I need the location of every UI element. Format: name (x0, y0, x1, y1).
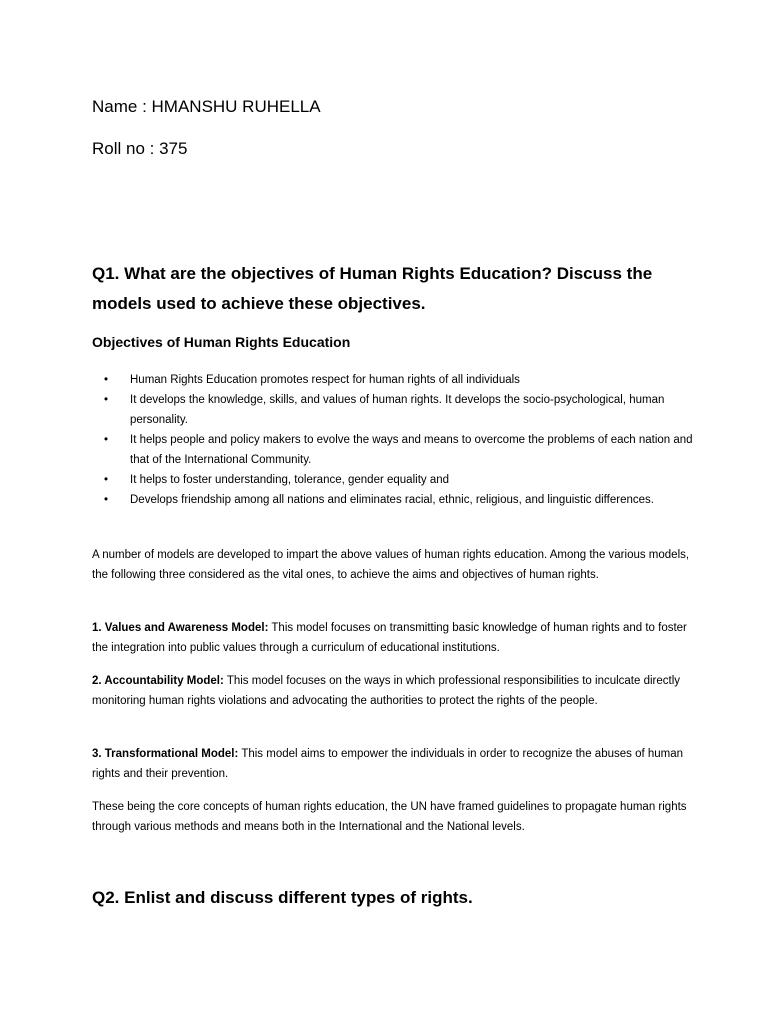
model-text: This model focuses on transmitting basic knowledge of human rights and to foster the integration into public values through a curriculum of educational institutions. (92, 622, 687, 654)
q1-title-line1: Q1. What are the objectives of Human Rights Education? Discuss the (92, 264, 653, 283)
bullet-icon: • (104, 474, 109, 486)
roll-number: Roll no : 375 (92, 139, 188, 158)
model-accountability (92, 671, 692, 711)
list-item: • Human Rights Education promotes respect for human rights of all individuals (104, 370, 704, 390)
student-name: Name : HMANSHU RUHELLA (92, 97, 321, 116)
q2-title: Q2. Enlist and discuss different types of rights. (92, 888, 473, 907)
model-text: This model focuses on the ways in which professional responsibilities to inculcate directly monitoring human rights violations and advocating the authorities to protect the rights of the people. (92, 675, 681, 707)
model-text: This model aims to empower the individuals in order to recognize the abuses of human rights and their prevention. (92, 748, 684, 780)
objectives-subheading: Objectives of Human Rights Education (92, 334, 351, 350)
q1-title-line2: models used to achieve these objectives. (92, 294, 426, 313)
bullet-icon: • (104, 494, 109, 506)
model-label: 3. Transformational Model: (92, 748, 239, 760)
list-item: • Develops friendship among all nations and eliminates racial, ethnic, religious, and linguistic differences. (104, 490, 704, 510)
q1-conclusion: These being the core concepts of human rights education, the UN have framed guidelines to propagate human rights through various methods and means both in the International and the National levels. (92, 801, 687, 833)
model-label: 1. Values and Awareness Model: (92, 622, 269, 634)
bullet-icon: • (104, 374, 109, 386)
models-intro: A number of models are developed to impart the above values of human rights education. Among the various models, the following three considered as the vital ones, to achieve the aims and objectives of human rights. (92, 549, 690, 581)
objectives-list (104, 370, 704, 510)
list-item: • It helps to foster understanding, tolerance, gender equality and (104, 470, 704, 490)
model-values-awareness (92, 618, 692, 658)
list-item: • It develops the knowledge, skills, and values of human rights. It develops the socio-psychological, human personality. (104, 390, 704, 430)
model-transformational (92, 744, 692, 784)
bullet-icon: • (104, 434, 109, 446)
model-label: 2. Accountability Model: (92, 675, 224, 687)
list-item: • It helps people and policy makers to evolve the ways and means to overcome the problems of each nation and that of the International Community. (104, 430, 704, 470)
bullet-icon: • (104, 394, 109, 406)
